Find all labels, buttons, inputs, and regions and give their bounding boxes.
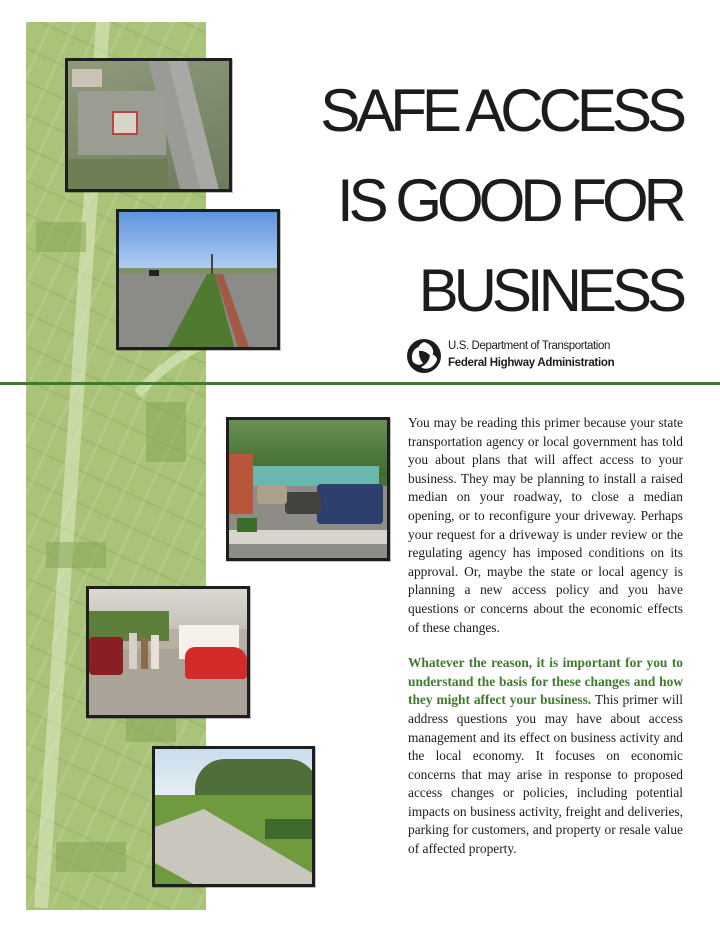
page-title (242, 66, 682, 336)
green-divider-rule (0, 382, 720, 385)
department-name: U.S. Department of Transportation (448, 340, 610, 352)
intro-paragraph: You may be reading this primer because your state transportation agency or local government has told you about plans that will affect access to your business. They may be planning to install a raised median on your roadway, to close a median opening, or to reconfigure your driveway. Perhaps your request for a driveway is under review or the regulating agency has imposed conditions on its approval. Or, maybe the state or local agency is planning a new access policy and you have questions or concerns about the economic effects of these changes. (408, 415, 683, 635)
parking-lot-photo (226, 417, 390, 561)
title-line-3: BUSINESS (418, 257, 682, 324)
second-paragraph (408, 654, 683, 859)
landscaped-walkway-photo (152, 746, 315, 887)
administration-name: Federal Highway Administration (448, 357, 615, 369)
title-line-1: SAFE ACCESS (320, 77, 682, 144)
second-paragraph-rest: This primer will address questions you may have about access management and its effect on business activity and the local economy. It focuses on economic concerns that may arise in response to proposed access changes or policies, including potential impacts on business activity, freight and deliveries, parking for customers, and property or resale value of affected property. (408, 692, 683, 857)
accident-scene-photo (86, 586, 250, 718)
highlighted-lead-sentence: Whatever the reason, it is important for you to understand the basis for these changes and how they might affect your business. (408, 655, 683, 708)
body-text (408, 414, 683, 859)
aerial-intersection-photo (65, 58, 232, 192)
title-line-2: IS GOOD FOR (336, 167, 682, 234)
dot-logo-icon (406, 338, 442, 374)
